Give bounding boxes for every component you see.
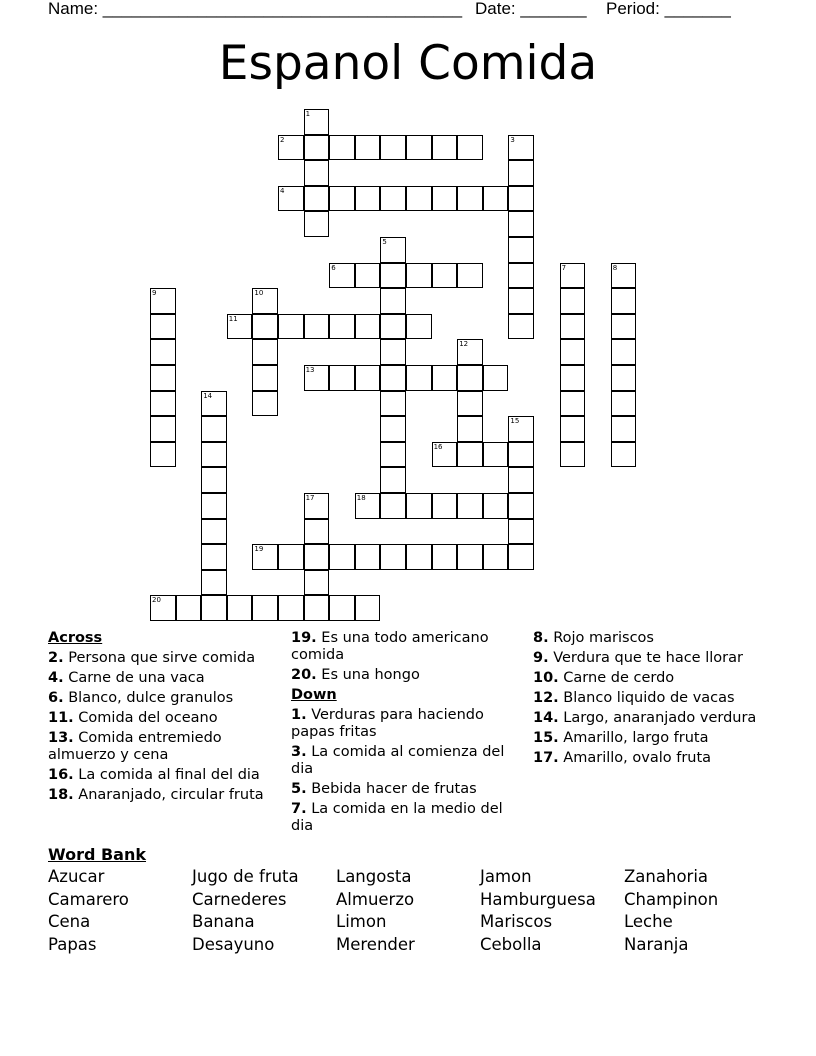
- crossword-cell[interactable]: [252, 339, 278, 365]
- crossword-cell[interactable]: [406, 186, 432, 212]
- crossword-cell[interactable]: [278, 135, 304, 161]
- crossword-cell[interactable]: [150, 595, 176, 621]
- crossword-cell[interactable]: [508, 467, 534, 493]
- crossword-cell[interactable]: [176, 595, 202, 621]
- clue-number-label: 9.: [533, 650, 549, 666]
- word-bank-word: Merender: [336, 934, 415, 954]
- crossword-cell[interactable]: [406, 544, 432, 570]
- clue-number-label: 16.: [48, 767, 74, 783]
- crossword-cell[interactable]: [457, 416, 483, 442]
- down-clue: [291, 781, 516, 798]
- crossword-cell[interactable]: [380, 442, 406, 468]
- across-clue: [291, 630, 516, 664]
- crossword-cell[interactable]: [201, 391, 227, 417]
- crossword-cell[interactable]: [201, 467, 227, 493]
- crossword-cell[interactable]: [201, 442, 227, 468]
- word-bank-word: Papas: [48, 934, 97, 954]
- crossword-cell[interactable]: [457, 544, 483, 570]
- date-field[interactable]: Date: _______: [475, 0, 587, 18]
- crossword-cell[interactable]: [432, 493, 458, 519]
- word-bank-word: Cebolla: [480, 934, 542, 954]
- page-title: Espanol Comida: [218, 36, 598, 91]
- crossword-cell[interactable]: [201, 544, 227, 570]
- clue-number: 11: [228, 314, 238, 323]
- crossword-cell[interactable]: [355, 544, 381, 570]
- crossword-cell[interactable]: [457, 263, 483, 289]
- crossword-cell[interactable]: [611, 288, 637, 314]
- crossword-cell[interactable]: [508, 160, 534, 186]
- crossword-cell[interactable]: [304, 544, 330, 570]
- down-clue: [291, 707, 516, 741]
- clue-number-label: 1.: [291, 707, 307, 723]
- crossword-cell[interactable]: [150, 339, 176, 365]
- crossword-cell[interactable]: [432, 186, 458, 212]
- crossword-cell[interactable]: [560, 365, 586, 391]
- across-clue: [48, 787, 280, 804]
- crossword-cell[interactable]: [508, 416, 534, 442]
- clue-number-label: 12.: [533, 690, 559, 706]
- crossword-cell[interactable]: [380, 186, 406, 212]
- crossword-cell[interactable]: [457, 186, 483, 212]
- across-clue: [48, 650, 280, 667]
- down-clue: [533, 730, 763, 747]
- crossword-cell[interactable]: [380, 263, 406, 289]
- word-bank: [48, 845, 768, 956]
- crossword-cell[interactable]: [380, 314, 406, 340]
- crossword-cell[interactable]: [611, 263, 637, 289]
- crossword-cell[interactable]: [560, 339, 586, 365]
- down-clue: [533, 750, 763, 767]
- crossword-cell[interactable]: [508, 211, 534, 237]
- across-heading: Across: [48, 630, 103, 646]
- word-bank-word: Banana: [192, 912, 255, 931]
- crossword-cell[interactable]: [150, 391, 176, 417]
- clue-text: Anaranjado, circular fruta: [78, 787, 264, 803]
- clue-number-label: 7.: [291, 801, 307, 817]
- crossword-cell[interactable]: [560, 288, 586, 314]
- crossword-cell[interactable]: [611, 442, 637, 468]
- clue-text: Comida entremiedo almuerzo y cena: [48, 730, 222, 763]
- crossword-cell[interactable]: [406, 365, 432, 391]
- crossword-cell[interactable]: [329, 314, 355, 340]
- crossword-cell[interactable]: [252, 391, 278, 417]
- across-clue: [48, 767, 280, 784]
- word-bank-list: [48, 866, 768, 956]
- word-bank-word: Azucar: [48, 867, 105, 886]
- crossword-cell[interactable]: [380, 467, 406, 493]
- crossword-cell[interactable]: [611, 416, 637, 442]
- crossword-cell[interactable]: [508, 288, 534, 314]
- clue-number: 9: [152, 289, 157, 298]
- word-bank-word: Camarero: [48, 889, 129, 909]
- down-heading: Down: [291, 687, 337, 703]
- crossword-cell[interactable]: [508, 186, 534, 212]
- word-bank-word: Naranja: [624, 934, 689, 954]
- crossword-cell[interactable]: [611, 339, 637, 365]
- clue-number: 4: [280, 186, 285, 195]
- clue-number: 13: [305, 366, 315, 374]
- across-clue: [48, 710, 280, 727]
- crossword-cell[interactable]: [560, 442, 586, 468]
- word-bank-word: Jugo de fruta: [192, 867, 299, 886]
- crossword-cell[interactable]: [201, 570, 227, 596]
- clues-column-1: [48, 630, 280, 807]
- down-clue: [533, 690, 763, 707]
- crossword-cell[interactable]: [406, 314, 432, 340]
- clue-number-label: 17.: [533, 750, 559, 766]
- clue-text: Carne de cerdo: [563, 670, 675, 686]
- crossword-cell[interactable]: [329, 135, 355, 161]
- word-bank-word: Jamon: [480, 867, 532, 886]
- crossword-cell[interactable]: [380, 339, 406, 365]
- period-field[interactable]: Period: _______: [606, 0, 731, 18]
- crossword-cell[interactable]: [560, 416, 586, 442]
- across-clue: [48, 730, 280, 764]
- crossword-cell[interactable]: [227, 595, 253, 621]
- clue-number-label: 20.: [291, 667, 317, 683]
- clue-number-label: 18.: [48, 787, 74, 803]
- clue-text: La comida al final del dia: [78, 767, 260, 783]
- crossword-cell[interactable]: [252, 288, 278, 314]
- crossword-cell[interactable]: [611, 365, 637, 391]
- clue-text: Carne de una vaca: [68, 670, 205, 686]
- crossword-cell[interactable]: [457, 339, 483, 365]
- clue-text: Amarillo, ovalo fruta: [563, 750, 712, 766]
- clue-text: Blanco liquido de vacas: [563, 690, 735, 706]
- crossword-cell[interactable]: [252, 544, 278, 570]
- crossword-cell[interactable]: [380, 365, 406, 391]
- crossword-cell[interactable]: [201, 493, 227, 519]
- crossword-cell[interactable]: [483, 365, 509, 391]
- crossword-cell[interactable]: [304, 109, 330, 135]
- crossword-cell[interactable]: [380, 544, 406, 570]
- across-clue: [48, 690, 280, 707]
- down-clue: [533, 710, 763, 727]
- crossword-cell[interactable]: [278, 186, 304, 212]
- word-bank-word: Langosta: [336, 867, 412, 886]
- crossword-cell[interactable]: [278, 595, 304, 621]
- crossword-cell[interactable]: [457, 391, 483, 417]
- crossword-cell[interactable]: [304, 365, 330, 391]
- clue-number-label: 5.: [291, 781, 307, 797]
- clue-number: 16: [433, 442, 443, 451]
- clue-text: Persona que sirve comida: [68, 650, 256, 666]
- crossword-cell[interactable]: [508, 237, 534, 263]
- crossword-cell[interactable]: [380, 493, 406, 519]
- clue-number: 12: [459, 340, 469, 349]
- crossword-cell[interactable]: [355, 135, 381, 161]
- crossword-cell[interactable]: [201, 519, 227, 545]
- crossword-cell[interactable]: [329, 263, 355, 289]
- clue-number-label: 14.: [533, 710, 559, 726]
- crossword-cell[interactable]: [278, 314, 304, 340]
- across-clue: [48, 670, 280, 687]
- name-field[interactable]: Name: ______________________________________: [48, 0, 463, 18]
- crossword-cell[interactable]: [560, 263, 586, 289]
- crossword-cell[interactable]: [432, 135, 458, 161]
- clue-number: 5: [382, 238, 387, 246]
- crossword-cell[interactable]: [304, 135, 330, 161]
- clue-number: 19: [254, 545, 264, 554]
- clue-text: Verduras para haciendo papas fritas: [291, 707, 484, 740]
- clue-number: 18: [356, 494, 366, 502]
- crossword-cell[interactable]: [432, 544, 458, 570]
- clue-text: La comida al comienza del dia: [291, 744, 505, 777]
- word-bank-word: Mariscos: [480, 912, 553, 931]
- crossword-cell[interactable]: [611, 314, 637, 340]
- clue-text: La comida en la medio del dia: [291, 801, 503, 834]
- clue-number: 15: [510, 417, 520, 426]
- crossword-cell[interactable]: [380, 416, 406, 442]
- crossword-cell[interactable]: [483, 186, 509, 212]
- clue-number: 1: [305, 110, 311, 118]
- clue-text: Blanco, dulce granulos: [68, 690, 234, 706]
- crossword-cell[interactable]: [304, 314, 330, 340]
- crossword-cell[interactable]: [304, 211, 330, 237]
- word-bank-word: Almuerzo: [336, 889, 415, 909]
- crossword-cell[interactable]: [380, 391, 406, 417]
- crossword-cell[interactable]: [508, 314, 534, 340]
- crossword-cell[interactable]: [150, 288, 176, 314]
- crossword-cell[interactable]: [457, 135, 483, 161]
- down-clue: [533, 650, 763, 667]
- crossword-cell[interactable]: [508, 519, 534, 545]
- down-clue: [533, 630, 763, 647]
- crossword-cell[interactable]: [432, 365, 458, 391]
- word-bank-heading: Word Bank: [48, 845, 147, 864]
- word-bank-word: Hamburguesa: [480, 889, 596, 909]
- down-clue: [533, 670, 763, 687]
- crossword-cell[interactable]: [483, 544, 509, 570]
- crossword-cell[interactable]: [201, 595, 227, 621]
- crossword-cell[interactable]: [508, 493, 534, 519]
- crossword-cell[interactable]: [304, 519, 330, 545]
- crossword-cell[interactable]: [483, 493, 509, 519]
- clue-number: 7: [561, 263, 567, 272]
- crossword-cell[interactable]: [329, 595, 355, 621]
- crossword-cell[interactable]: [150, 442, 176, 468]
- crossword-cell[interactable]: [304, 493, 330, 519]
- clue-number-label: 10.: [533, 670, 559, 686]
- clue-number: 6: [331, 263, 336, 272]
- word-bank-word: Leche: [624, 912, 673, 931]
- clue-text: Es una hongo: [321, 667, 420, 683]
- crossword-cell[interactable]: [355, 595, 381, 621]
- crossword-cell[interactable]: [329, 544, 355, 570]
- crossword-cell[interactable]: [304, 570, 330, 596]
- clue-number: 17: [305, 494, 315, 502]
- word-bank-word: Champinon: [624, 889, 719, 909]
- word-bank-word: Limon: [336, 912, 387, 931]
- worksheet-header: [48, 0, 768, 20]
- clue-text: Largo, anaranjado verdura: [563, 710, 757, 726]
- clue-text: Bebida hacer de frutas: [311, 781, 477, 797]
- crossword-cell[interactable]: [355, 365, 381, 391]
- crossword-cell[interactable]: [432, 263, 458, 289]
- down-clue: [291, 801, 516, 835]
- crossword-cell[interactable]: [150, 365, 176, 391]
- clue-number: 20: [152, 596, 161, 605]
- crossword-cell[interactable]: [252, 595, 278, 621]
- clue-number: 10: [254, 289, 264, 298]
- clue-number-label: 2.: [48, 650, 64, 666]
- crossword-cell[interactable]: [380, 237, 406, 263]
- word-bank-word: Cena: [48, 912, 91, 931]
- crossword-cell[interactable]: [355, 186, 381, 212]
- crossword-cell[interactable]: [355, 263, 381, 289]
- crossword-cell[interactable]: [355, 314, 381, 340]
- crossword-cell[interactable]: [201, 416, 227, 442]
- crossword-cell[interactable]: [508, 135, 534, 161]
- crossword-cell[interactable]: [406, 263, 432, 289]
- clue-number-label: 19.: [291, 630, 317, 646]
- crossword-cell[interactable]: [355, 493, 381, 519]
- clue-number-label: 13.: [48, 730, 74, 746]
- clue-number: 3: [510, 135, 515, 144]
- crossword-cell[interactable]: [432, 442, 458, 468]
- clues-column-2: [291, 630, 516, 838]
- crossword-cell[interactable]: [380, 288, 406, 314]
- crossword-cell[interactable]: [304, 186, 330, 212]
- crossword-cell[interactable]: [457, 493, 483, 519]
- word-bank-word: Zanahoria: [624, 867, 709, 886]
- crossword-cell[interactable]: [329, 186, 355, 212]
- crossword-cell[interactable]: [278, 544, 304, 570]
- crossword-cell[interactable]: [508, 263, 534, 289]
- clues-column-3: [533, 630, 763, 770]
- crossword-cell[interactable]: [560, 391, 586, 417]
- crossword-cell[interactable]: [508, 544, 534, 570]
- crossword-cell[interactable]: [406, 493, 432, 519]
- clue-text: Verdura que te hace llorar: [553, 650, 743, 666]
- clue-number-label: 11.: [48, 710, 74, 726]
- clue-number-label: 3.: [291, 744, 307, 760]
- clue-number: 8: [612, 263, 618, 272]
- crossword-cell[interactable]: [611, 391, 637, 417]
- crossword-cell[interactable]: [150, 314, 176, 340]
- crossword-cell[interactable]: [508, 442, 534, 468]
- clue-number-label: 4.: [48, 670, 64, 686]
- across-clue: [291, 667, 516, 684]
- crossword-cell[interactable]: [380, 135, 406, 161]
- clue-number-label: 8.: [533, 630, 549, 646]
- crossword-cell[interactable]: [304, 160, 330, 186]
- clue-text: Comida del oceano: [78, 710, 218, 726]
- crossword-cell[interactable]: [457, 442, 483, 468]
- crossword-cell[interactable]: [457, 365, 483, 391]
- clue-text: Es una todo americano comida: [291, 630, 489, 663]
- clue-text: Rojo mariscos: [553, 630, 654, 646]
- crossword-cell[interactable]: [227, 314, 253, 340]
- clue-number-label: 6.: [48, 690, 64, 706]
- crossword-cell[interactable]: [252, 365, 278, 391]
- clue-number: 14: [203, 391, 213, 400]
- clue-text: Amarillo, largo fruta: [563, 730, 709, 746]
- clue-number-label: 15.: [533, 730, 559, 746]
- down-clue: [291, 744, 516, 778]
- word-bank-word: Desayuno: [192, 934, 275, 954]
- crossword-cell[interactable]: [252, 314, 278, 340]
- crossword-grid: [150, 109, 618, 625]
- crossword-cell[interactable]: [304, 595, 330, 621]
- clue-number: 2: [280, 135, 285, 144]
- crossword-cell[interactable]: [150, 416, 176, 442]
- crossword-cell[interactable]: [329, 365, 355, 391]
- crossword-cell[interactable]: [560, 314, 586, 340]
- word-bank-word: Carnederes: [192, 889, 287, 909]
- crossword-cell[interactable]: [406, 135, 432, 161]
- crossword-cell[interactable]: [483, 442, 509, 468]
